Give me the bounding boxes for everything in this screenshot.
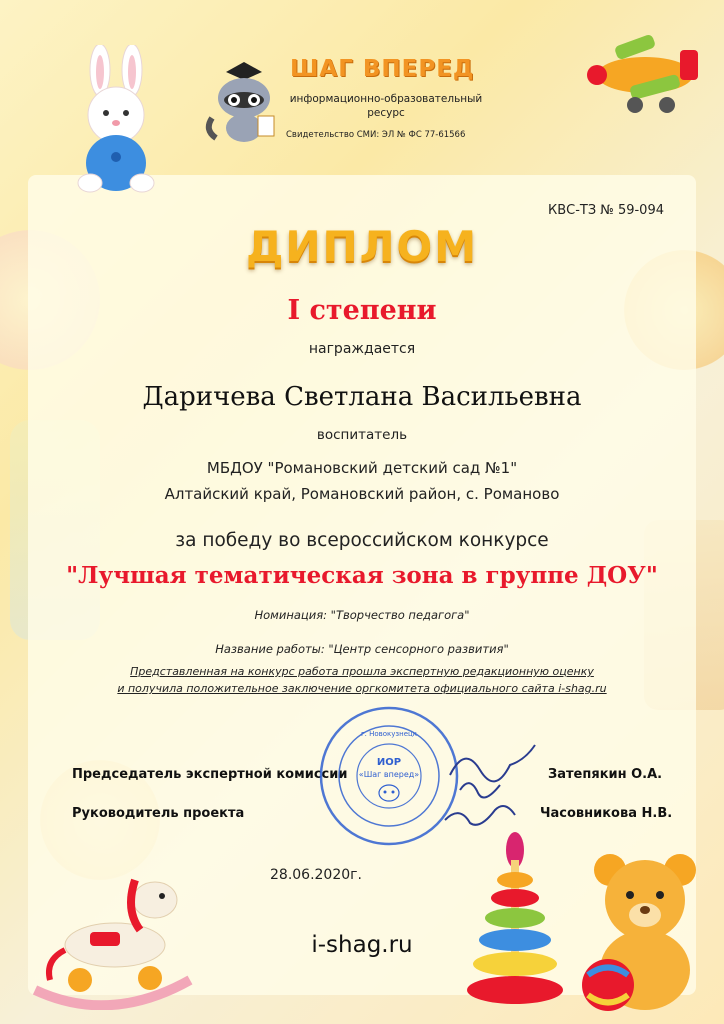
issue-date: 28.06.2020г. bbox=[270, 867, 362, 883]
review-note-line: Представленная на конкурс работа прошла экспертную редакционную оценку bbox=[130, 665, 594, 678]
work-title: Название работы: "Центр сенсорного развития" bbox=[215, 642, 509, 656]
chair-label: Председатель экспертной комиссии bbox=[72, 767, 348, 782]
victory-text: за победу во всероссийском конкурсе bbox=[175, 530, 549, 551]
official-stamp bbox=[318, 705, 460, 847]
region: Алтайский край, Романовский район, с. Романово bbox=[164, 485, 560, 503]
review-note-line: и получила положительное заключение оргкомитета официального сайта i-shag.ru bbox=[117, 682, 607, 695]
document-code: КВС-ТЗ № 59-094 bbox=[547, 203, 664, 218]
contest-name: "Лучшая тематическая зона в группе ДОУ" bbox=[66, 562, 658, 589]
stamp-center-bottom: «Шаг вперед» bbox=[358, 770, 420, 779]
organization: МБДОУ "Романовский детский сад №1" bbox=[206, 459, 518, 477]
recipient-name: Даричева Светлана Васильевна bbox=[142, 382, 582, 412]
diploma-degree: I степени bbox=[287, 295, 437, 326]
bunny-toy-icon bbox=[60, 45, 170, 195]
rocking-horse-icon bbox=[30, 850, 195, 1010]
toy-plane-icon bbox=[575, 20, 710, 120]
raccoon-mascot-icon bbox=[204, 58, 284, 144]
recipient-position: воспитатель bbox=[316, 427, 408, 443]
chair-name: Затепякин О.А. bbox=[548, 767, 663, 782]
stamp-city: г. Новокузнецк bbox=[360, 730, 418, 738]
media-certificate: Свидетельство СМИ: ЭЛ № ФС 77-61566 bbox=[286, 130, 466, 140]
diploma-title: ДИПЛОМ bbox=[245, 222, 479, 271]
review-note bbox=[0, 663, 724, 697]
handwritten-signature bbox=[440, 735, 540, 830]
brand-subtitle: информационно-образовательный ресурс bbox=[289, 93, 483, 119]
brand-name: ШАГ ВПЕРЕД bbox=[290, 56, 475, 82]
website: i-shag.ru bbox=[311, 932, 413, 958]
ring-pyramid-toy-icon bbox=[465, 830, 565, 1015]
stamp-center-top: ИОР bbox=[376, 757, 402, 768]
brand-logo bbox=[200, 50, 500, 150]
awarded-text: награждается bbox=[308, 341, 416, 357]
nomination: Номинация: "Творчество педагога" bbox=[254, 608, 470, 622]
teddy-bear-icon bbox=[570, 845, 720, 1015]
head-label: Руководитель проекта bbox=[72, 806, 245, 821]
head-name: Часовникова Н.В. bbox=[540, 806, 673, 821]
